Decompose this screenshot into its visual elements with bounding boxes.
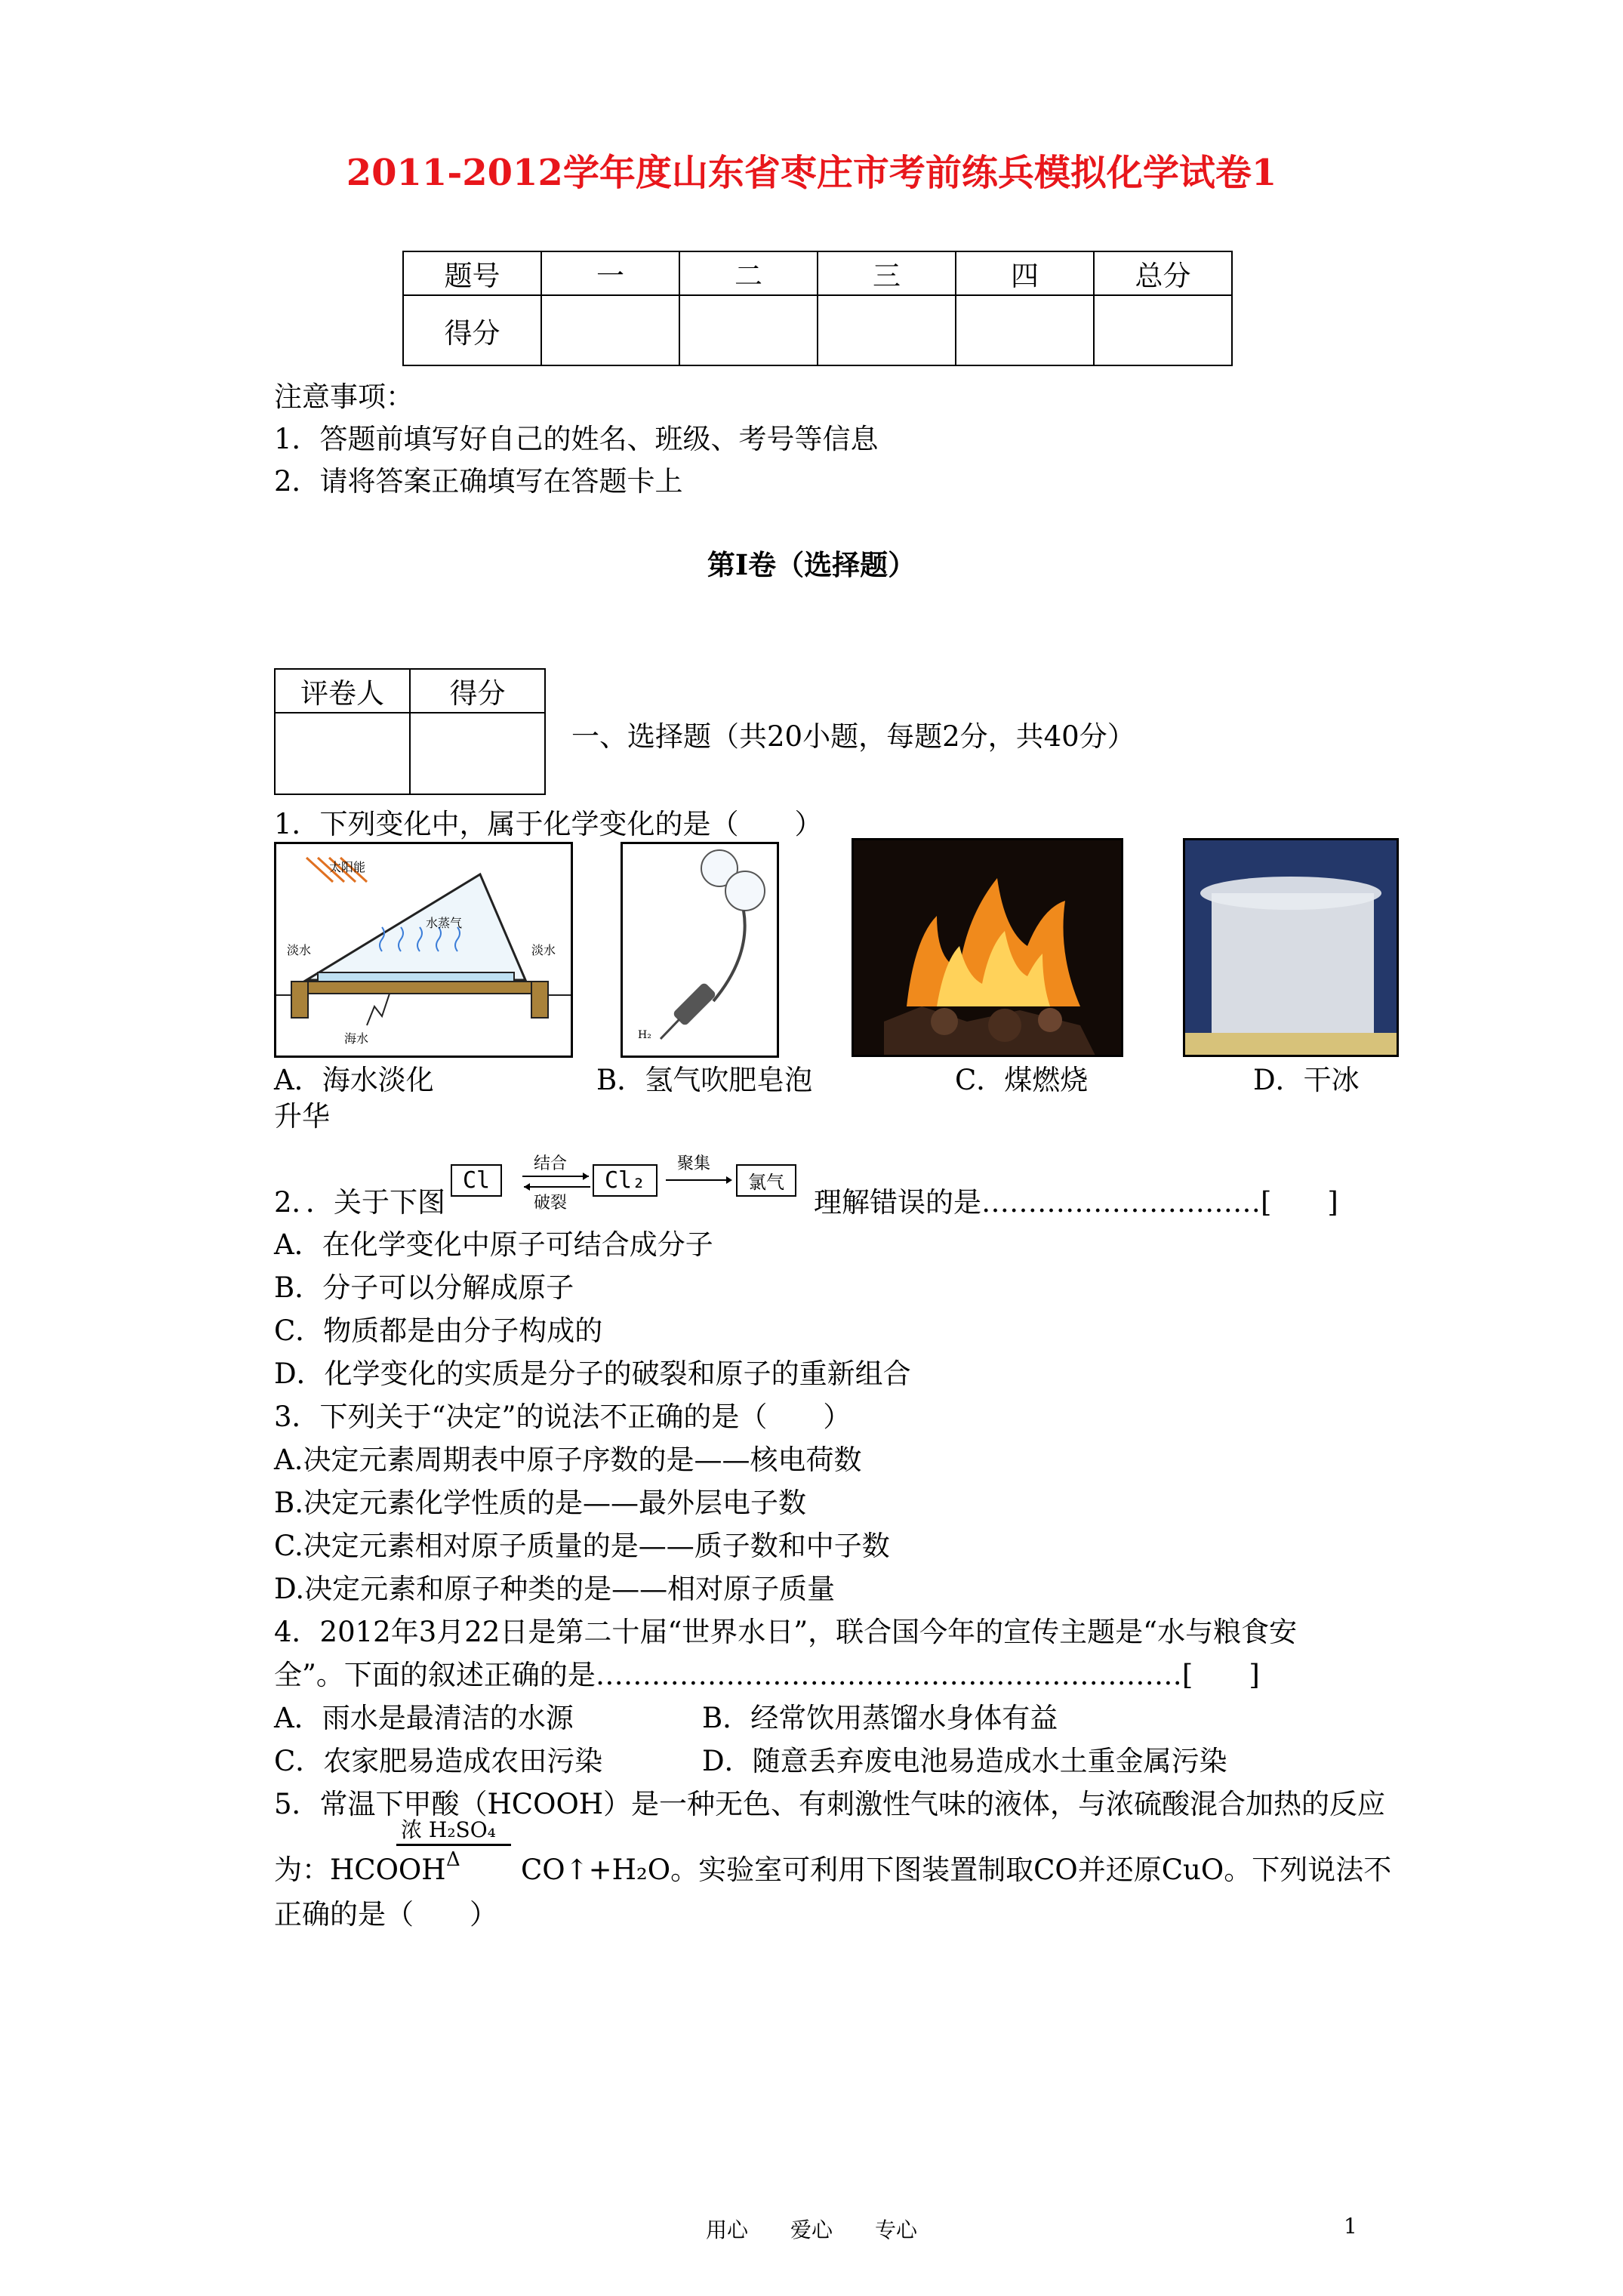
question-stem: 3．下列关于“决定”的说法不正确的是（ ） [274, 1401, 852, 1433]
section-title: 第I卷（选择题） [707, 548, 916, 581]
grader-cell [275, 713, 410, 794]
page-title: 2011-2012学年度山东省枣庄市考前练兵模拟化学试卷1 [346, 152, 1277, 194]
score-header-cell: 题号 [403, 251, 541, 295]
arrow-right [666, 1175, 734, 1185]
option-b: B．氢气吹肥皂泡 [596, 1064, 813, 1096]
desalination-diagram [276, 844, 571, 1056]
question-stem: 1．下列变化中，属于化学变化的是（ ） [274, 808, 823, 840]
condition-catalyst: 浓 H₂SO₄ [401, 1817, 496, 1842]
score-header-cell: 二 [679, 251, 818, 295]
arrow-label-break: 破裂 [534, 1194, 568, 1213]
question-stem: 5．常温下甲酸（HCOOH）是一种无色、有刺激性气味的液体，与浓硫酸混合加热的反应 [274, 1788, 1386, 1820]
hydrogen-bubble-diagram [623, 844, 777, 1056]
label-fresh-water: 淡水 [287, 943, 312, 957]
question-stem: 2．．关于下图 [274, 1186, 446, 1219]
arrow-label-combine: 结合 [534, 1154, 568, 1173]
grader-table [274, 668, 546, 795]
footer-motto: 用心 爱心 专心 [705, 2217, 917, 2242]
label-vapor: 水蒸气 [426, 916, 463, 930]
box-cl2: Cl₂ [593, 1164, 658, 1197]
notice-item: 2．请将答案正确填写在答题卡上 [274, 465, 683, 498]
score-table [402, 251, 1233, 366]
option-c: C．物质都是由分子构成的 [274, 1314, 603, 1347]
cl-diagram [451, 1154, 809, 1213]
label-seawater: 海水 [344, 1031, 369, 1046]
score-cell [1094, 295, 1232, 365]
question-stem-cont: 全”。下面的叙述正确的是………………………………………………………[ ] [274, 1659, 1260, 1691]
grader-header: 得分 [410, 669, 545, 713]
dry-ice-photo [1185, 840, 1397, 1055]
box-chlorine-gas: 氯气 [736, 1164, 796, 1197]
score-cell [679, 295, 818, 365]
reaction-arrow-line [396, 1844, 511, 1846]
score-header-cell: 一 [541, 251, 679, 295]
option-d: D．随意丢弃废电池易造成水土重金属污染 [702, 1745, 1227, 1777]
option-c: C．农家肥易造成农田污染 [274, 1745, 603, 1777]
condition-heat: Δ [446, 1848, 460, 1871]
notice-heading: 注意事项： [274, 381, 414, 413]
figure-desalination [274, 842, 573, 1058]
score-header-cell: 总分 [1094, 251, 1232, 295]
score-header-cell: 三 [818, 251, 956, 295]
score-row-label: 得分 [403, 295, 541, 365]
score-cell [541, 295, 679, 365]
score-cell [956, 295, 1094, 365]
figure-coal-burning [852, 838, 1123, 1057]
option-a: A.决定元素周期表中原子序数的是——核电荷数 [274, 1444, 862, 1476]
reaction-prefix: 为：HCOOH [274, 1854, 446, 1886]
reaction-condition [396, 1814, 513, 1874]
option-a: A．海水淡化 [274, 1064, 434, 1096]
score-header-cell: 四 [956, 251, 1094, 295]
question-stem-suffix: 理解错误的是…………………………[ ] [814, 1186, 1338, 1219]
question-stem: 4．2012年3月22日是第二十届“世界水日”，联合国今年的宣传主题是“水与粮食安 [274, 1616, 1298, 1648]
box-cl: Cl [451, 1164, 502, 1197]
page-number: 1 [1344, 2214, 1357, 2239]
question-stem-cont: 正确的是（ ） [274, 1898, 497, 1931]
label-fresh-water: 淡水 [531, 943, 556, 957]
option-b: B．分子可以分解成原子 [274, 1271, 574, 1304]
option-b: B.决定元素化学性质的是——最外层电子数 [274, 1487, 806, 1519]
score-cell [818, 295, 956, 365]
option-d: D．干冰 [1253, 1064, 1360, 1096]
reaction-suffix: CO↑+H₂O。实验室可利用下图装置制取CO并还原CuO。下列说法不 [521, 1854, 1392, 1886]
part-heading: 一、选择题（共20小题，每题2分，共40分） [571, 720, 1135, 753]
grader-header: 评卷人 [275, 669, 410, 713]
option-d: D．化学变化的实质是分子的破裂和原子的重新组合 [274, 1358, 911, 1390]
option-c: C.决定元素相对原子质量的是——质子数和中子数 [274, 1530, 890, 1562]
figure-hydrogen-bubbles [621, 842, 779, 1058]
option-b: B．经常饮用蒸馏水身体有益 [702, 1702, 1058, 1734]
option-d-continuation: 升华 [274, 1100, 330, 1133]
option-d: D.决定元素和原子种类的是——相对原子质量 [274, 1573, 836, 1605]
grader-cell [410, 713, 545, 794]
option-c: C．煤燃烧 [955, 1064, 1089, 1096]
fire-photo [854, 840, 1121, 1055]
label-h2: H₂ [638, 1029, 651, 1041]
label-solar: 太阳能 [329, 860, 366, 874]
notice-item: 1．答题前填写好自己的姓名、班级、考号等信息 [274, 423, 879, 455]
arrow-label-gather: 聚集 [677, 1154, 711, 1173]
option-a: A．在化学变化中原子可结合成分子 [274, 1228, 713, 1261]
figure-dry-ice [1183, 838, 1399, 1057]
option-a: A．雨水是最清洁的水源 [274, 1702, 574, 1734]
